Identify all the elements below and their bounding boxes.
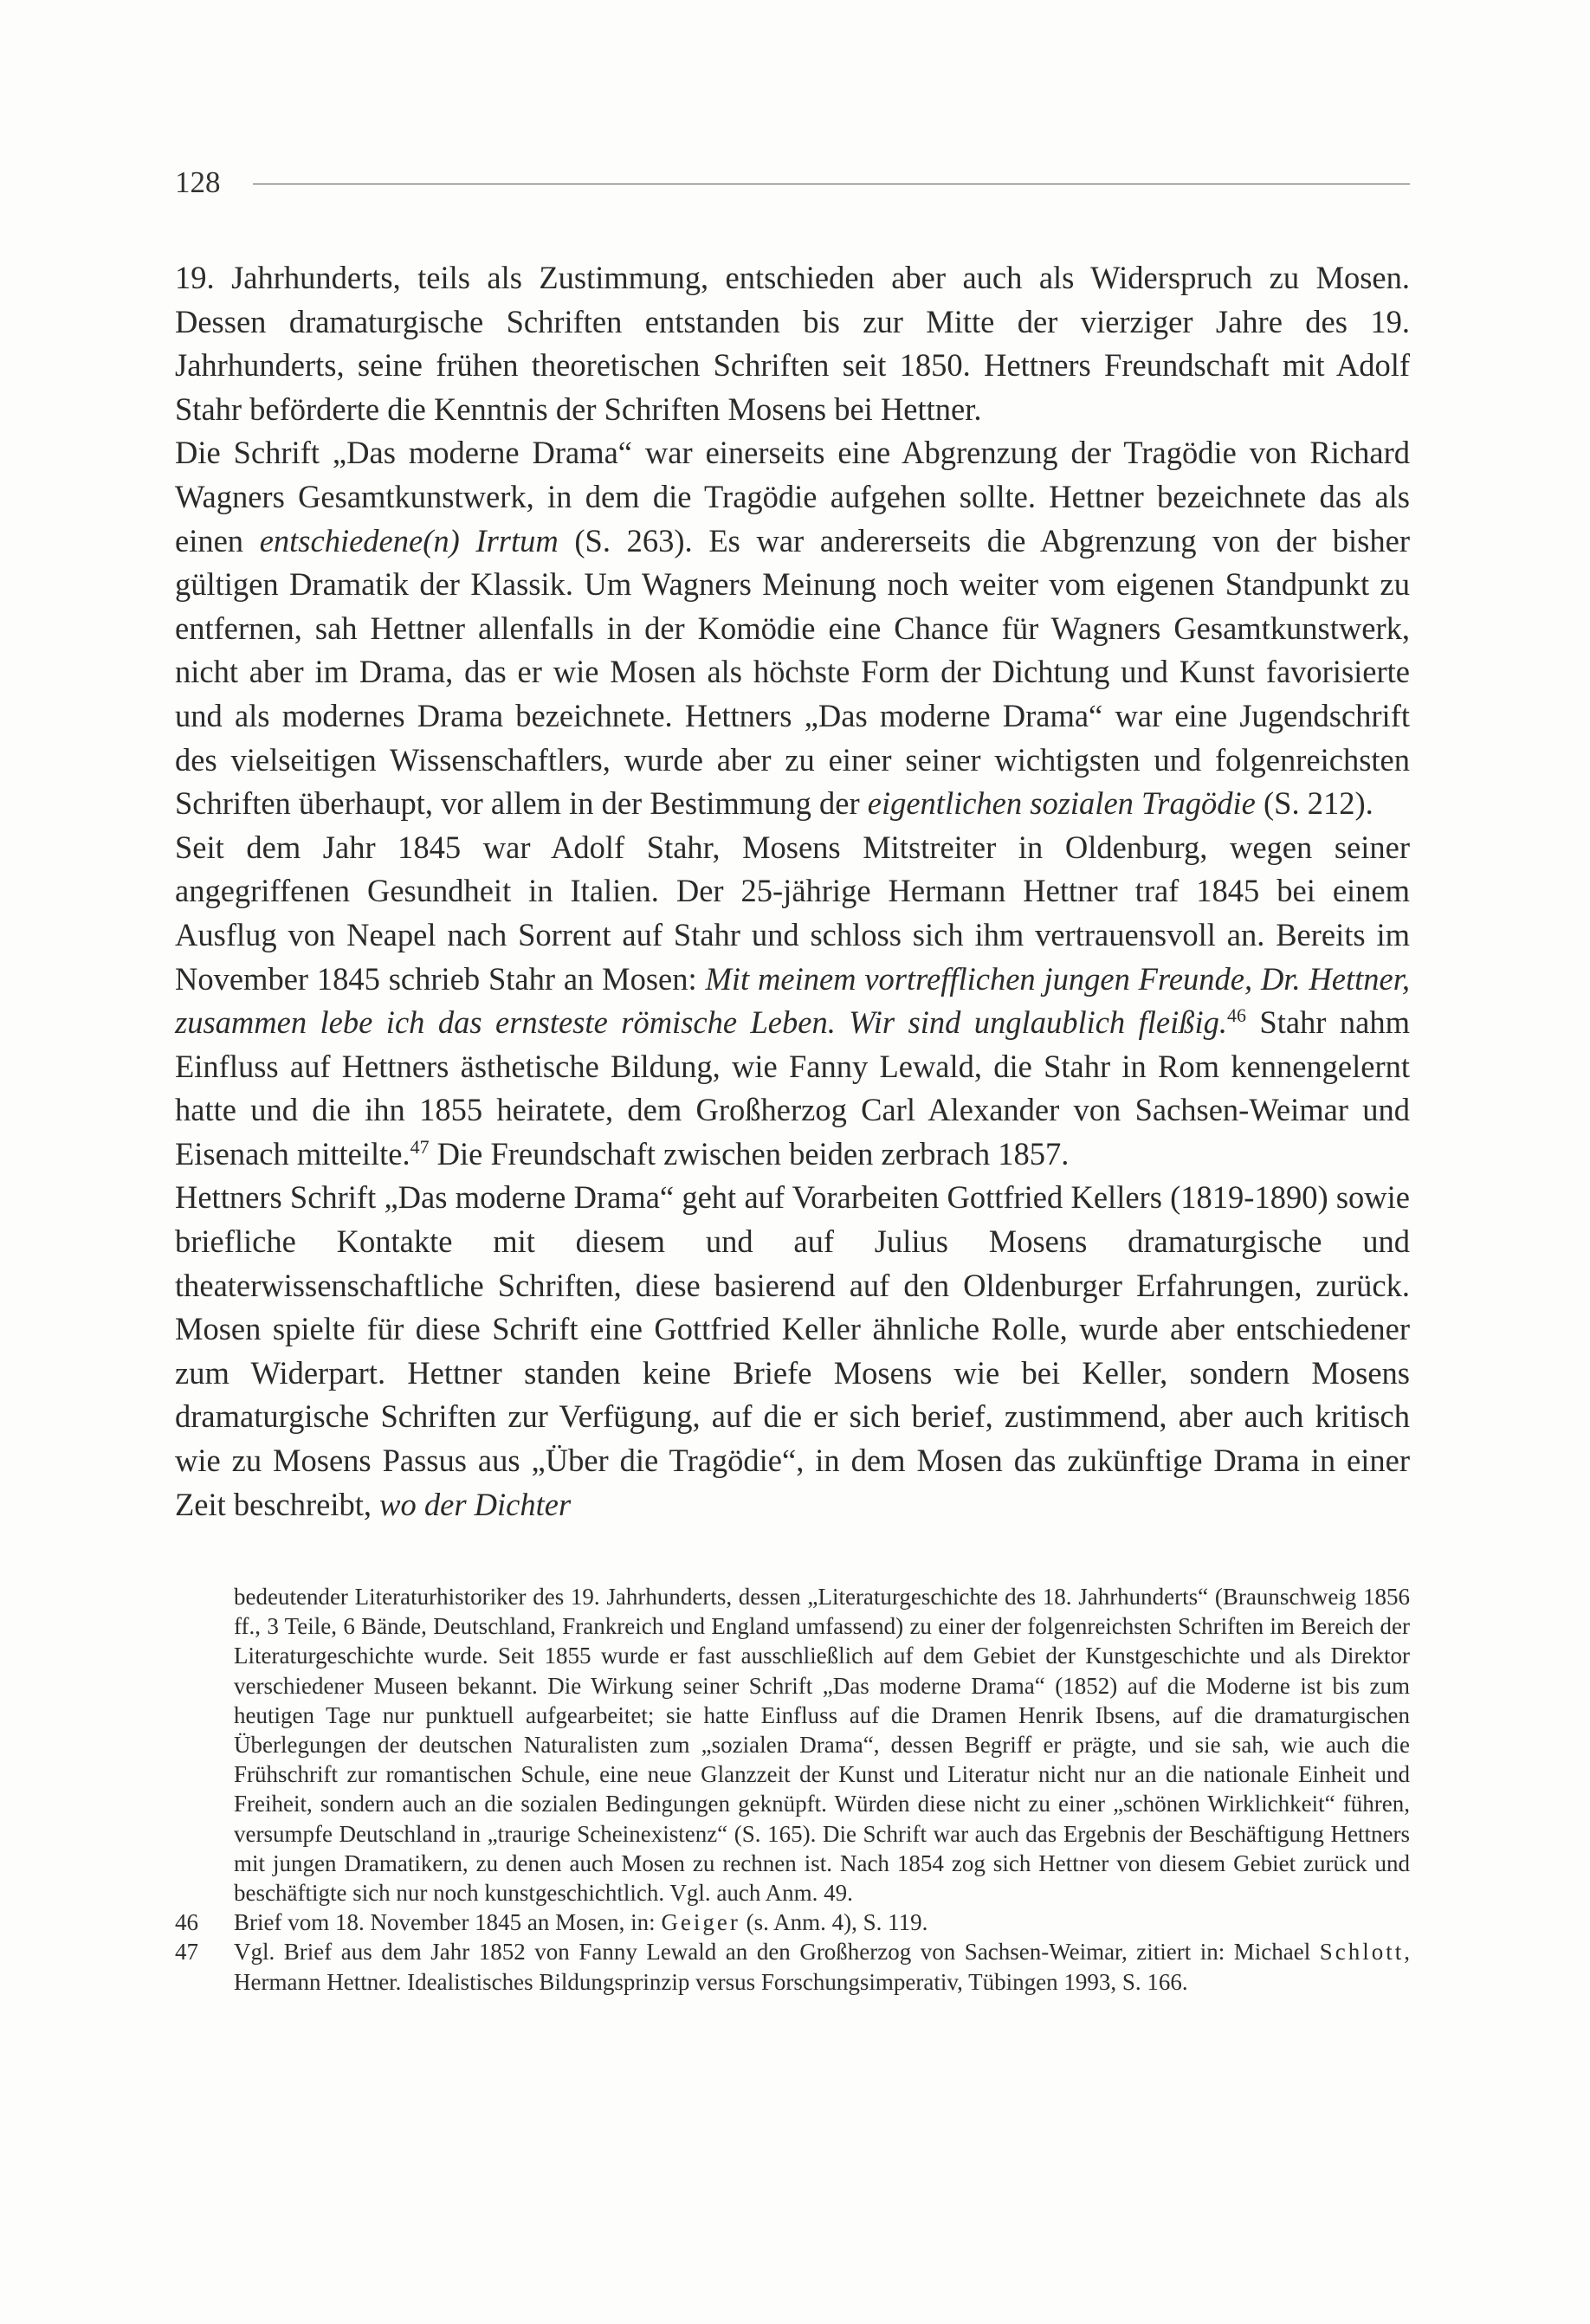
italic-quote: entschiedene(n) Irrtum <box>259 522 559 558</box>
paragraph-4: Hettners Schrift „Das moderne Drama“ geht auf Vorarbeiten Gottfried Kellers (1819-1890) sowie briefliche Kontakte mit diesem und auf Julius Mosens dramaturgische und theaterwissenschaftliche Schriften, diese basierend auf den Oldenburger Erfahrungen, zurück. Mosen spielte für diese Schrift eine Gottfried Keller ähnliche Rolle, wurde aber entschiedener zum Widerpart. Hettner standen keine Briefe Mosens wie bei Keller, sondern Mosens dramaturgische Schriften zur Verfügung, auf die er sich berief, zustimmend, aber auch kritisch wie zu Mosens Passus aus „Über die Tragödie“, in dem Mosen das zukünftige Drama in einer Zeit beschreibt, wo der Dichter <box>175 1179 1410 1522</box>
paragraph-2: Die Schrift „Das moderne Drama“ war einerseits eine Abgrenzung der Tragödie von Richard Wagners Gesamtkunstwerk, in dem die Tragödie aufgehen sollte. Hettner bezeichnete das als einen entschiedene(n) Irrtum (S. 263). Es war andererseits die Abgrenzung von der bisher gültigen Dramatik der Klassik. Um Wagners Meinung noch weiter vom eigenen Standpunkt zu entfernen, sah Hettner allenfalls in der Komödie eine Chance für Wagners Gesamtkunstwerk, nicht aber im Drama, das er wie Mosen als höchste Form der Dichtung und Kunst favorisierte und als modernes Drama bezeichnete. Hettners „Das moderne Drama“ war eine Jugendschrift des vielseitigen Wissenschaftlers, wurde aber zu einer seiner wichtigsten und folgenreichsten Schriften überhaupt, vor allem in der Bestimmung der eigentlichen sozialen Tragödie (S. 212). <box>175 435 1410 822</box>
italic-quote: eigentlichen sozialen Tragödie <box>867 785 1256 822</box>
page-number: 128 <box>175 165 221 199</box>
footnote-ref-46[interactable]: 46 <box>1227 1004 1246 1026</box>
footnote-number: 46 <box>175 1909 198 1936</box>
footnote-47: 47 Vgl. Brief aus dem Jahr 1852 von Fanny Lewald an den Großherzog von Sachsen-Weimar, zitiert in: Michael Schlott, Hermann Hettner. Idealistisches Bildungsprinzip versus Forschungsimperativ, Tübingen 1993, S. 166. <box>175 1939 1410 1995</box>
footnote-46: 46 Brief vom 18. November 1845 an Mosen, in: Geiger (s. Anm. 4), S. 119. <box>175 1908 1410 1937</box>
paragraph-3: Seit dem Jahr 1845 war Adolf Stahr, Mosens Mitstreiter in Oldenburg, wegen seiner angegriffenen Gesundheit in Italien. Der 25-jährige Hermann Hettner traf 1845 bei einem Ausflug von Neapel nach Sorrent auf Stahr und schloss sich ihm vertrauensvoll an. Bereits im November 1845 schrieb Stahr an Mosen: Mit meinem vortrefflichen jungen Freunde, Dr. Hettner, zusammen lebe ich das ernsteste römische Leben. Wir sind unglaublich fleißig.$^{46}$ Stahr nahm Einfluss auf Hettners ästhetische Bildung, wie Fanny Lewald, die Stahr in Rom kennengelernt hatte und die ihn 1855 heiratete, dem Großherzog Carl Alexander von Sachsen-Weimar und Eisenach mitteilte.$^{47}$ Die Freundschaft zwischen beiden zerbrach 1857. <box>175 829 1411 1172</box>
footnote-ref-47[interactable]: 47 <box>410 1135 430 1158</box>
paragraph-1: 19. Jahrhunderts, teils als Zustimmung, entschieden aber auch als Widerspruch zu Mosen. Dessen dramaturgische Schriften entstanden bis zur Mitte der vierziger Jahre des 19. Jahrhunderts, seine frühen theoretischen Schriften seit 1850. Hettners Freundschaft mit Adolf Stahr beförderte die Kenntnis der Schriften Mosens bei Hettner. <box>175 260 1410 427</box>
author-name: Schlott <box>1319 1939 1405 1966</box>
page-header <box>175 161 1410 204</box>
footnotes <box>175 1582 1410 1997</box>
footnote-continuation: bedeutender Literaturhistoriker des 19. Jahrhunderts, dessen „Literaturgeschichte des 18. Jahrhunderts“ (Braunschweig 1856 ff., 3 Teile, 6 Bände, Deutschland, Frankreich und England umfassend) zu einer der folgenreichsten Schriften im Bereich der Literaturgeschichte wurde. Seit 1855 wurde er fast ausschließlich auf dem Gebiet der Kunstgeschichte und als Direktor verschiedener Museen bekannt. Die Wirkung seiner Schrift „Das moderne Drama“ (1852) auf die Moderne ist bis zum heutigen Tage nur punktuell aufgearbeitet; sie hatte Einfluss auf die Dramen Henrik Ibsens, auf die dramaturgischen Überlegungen der deutschen Naturalisten zum „sozialen Drama“, dessen Begriff er prägte, und sie sah, wie auch die Frühschrift zur romantischen Schule, eine neue Glanzzeit der Kunst und Literatur nicht nur an die nationale Einheit und Freiheit, sondern auch an die sozialen Bedingungen geknüpft. Würden diese nicht zu einer „schönen Wirklichkeit“ führen, versumpfe Deutschland in „traurige Scheinexistenz“ (S. 165). Die Schrift war auch das Ergebnis der Beschäftigung Hettners mit jungen Dramatikern, zu denen auch Mosen zu rechnen ist. Nach 1854 zog sich Hettner von diesem Gebiet zurück und beschäftigte sich nur noch kunstgeschichtlich. Vgl. auch Anm. 49. <box>234 1584 1410 1907</box>
main-text <box>175 256 1410 1527</box>
italic-quote: Mit meinem vortrefflichen jungen Freunde, Dr. Hettner, zusammen lebe ich das ernsteste römische Leben. Wir sind unglaublich fleißig. <box>175 960 1410 1041</box>
footnote-number: 47 <box>175 1939 198 1966</box>
author-name: Geiger <box>661 1909 740 1936</box>
italic-quote: wo der Dichter <box>379 1486 572 1522</box>
